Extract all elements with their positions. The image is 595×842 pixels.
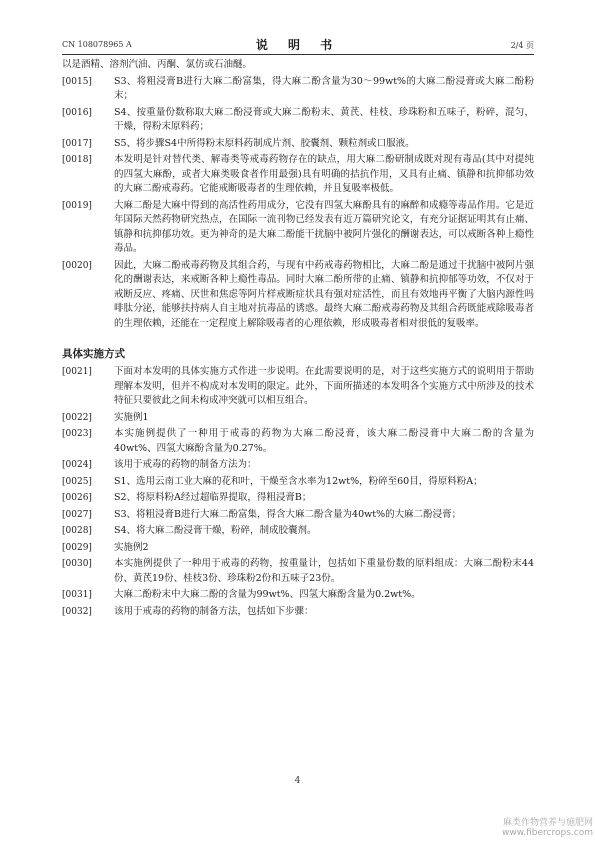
paragraph-number: [0031] (62, 590, 92, 600)
paragraph (62, 541, 534, 556)
paragraph-text: 该用于戒毒的药物的制备方法，包括如下步骤： (114, 605, 314, 617)
paragraph-text: S2、将原料粉A经过超临界提取，得粗浸膏B； (114, 492, 312, 503)
site-watermark (468, 818, 593, 838)
paragraph-text: 本实施例提供了一种用于戒毒的药物，按重量计，包括如下重量份数的原料组成：大麻二酚粉末44份、黄芪19份、桂枝3份、珍珠粉2份和五味子23份。 (114, 558, 534, 584)
paragraph (62, 491, 534, 506)
paragraph-number: [0015] (62, 76, 92, 87)
paragraph (62, 524, 534, 539)
paragraph-text: 实施例1 (114, 411, 149, 423)
paragraph-number: [0029] (62, 542, 92, 553)
paragraph-number: [0023] (62, 429, 92, 439)
paragraph-text: 本发明是针对替代类、解毒类等戒毒药物存在的缺点，用大麻二酚研制成既对现有毒品(其中对提纯的四氢大麻酚，或者大麻类吸食者作用最强)具有明确的拮抗作用，又具有止痛、镇静和抗抑郁功效的大麻二酚戒毒药。它能戒断吸毒者的生理依赖，并且复吸率极低。 (114, 154, 534, 194)
paragraph-number: [0020] (62, 260, 92, 271)
paragraph-number: [0016] (62, 107, 92, 118)
paragraph (62, 458, 534, 473)
paragraph (62, 411, 534, 426)
document-body (62, 58, 534, 621)
watermark-url: www.fibercrops.com (502, 828, 593, 838)
paragraph (62, 199, 534, 257)
bottom-paragraphs (62, 365, 534, 619)
section-heading: 具体实施方式 (62, 348, 125, 360)
paragraph (62, 605, 534, 620)
paragraph-number: [0021] (62, 367, 92, 377)
paragraph-number: [0022] (62, 412, 92, 423)
paragraph-number: [0027] (62, 509, 92, 520)
paragraph-number: [0019] (62, 200, 92, 211)
paragraph (62, 259, 534, 332)
paragraph-text: S5、将步骤S4中所得粉末原料药制成片剂、胶囊剂、颗粒剂或口服液。 (114, 137, 415, 149)
paragraph (62, 75, 534, 104)
page-title: 说 明 书 (255, 38, 341, 52)
paragraph-text: S3、将粗浸膏B进行大麻二酚富集，得大麻二酚含量为30～99wt%的大麻二酚浸膏或大麻二酚粉末； (114, 75, 534, 101)
paragraph-number: [0028] (62, 526, 92, 536)
page-header (62, 36, 534, 55)
paragraph-text: 大麻二酚是大麻中得到的高活性药用成分，它没有四氢大麻酚具有的麻醉和成瘾等毒品作用。它是近年国际天然药物研究热点，在国际一流刊物已经发表有近万篇研究论文，有充分证据证明其有止痛、镇静和抗抑郁功效。更为神奇的是大麻二酚能干扰脑中被阿片强化的酬谢表达，可以戒断各种上瘾性毒品。 (114, 199, 534, 254)
paragraph (62, 557, 534, 586)
paragraph (62, 427, 534, 456)
page-indicator: 2/4 页 (510, 41, 534, 50)
document-number: CN 108078965 A (62, 40, 132, 49)
paragraph-text: 因此，大麻二酚戒毒药物及其组合药，与现有中药戒毒药物相比，大麻二酚是通过干扰脑中被阿片强化的酬谢表达，来戒断各种上瘾性毒品。同时大麻二酚所带的止痛、镇静和抗抑郁等功效，不仅对于戒断反应、疼痛、厌世和焦虑等阿片样戒断症状具有强对症活性，而且有效地再平衡了大脑内源性吗啡肽分泌，能够扶持病人自主地对抗毒品的诱惑。最终大麻二酚戒毒药物及其组合药既能戒除吸毒者的生理依赖，还能在一定程度上解除吸毒者的心理依赖，形成吸毒者相对很低的复吸率。 (114, 259, 534, 329)
paragraph-text: S1、选用云南工业大麻的花和叶，干燥至含水率为12wt%，粉碎至60目，得原料粉A； (114, 475, 483, 487)
paragraph-text: 下面对本发明的具体实施方式作进一步说明。在此需要说明的是，对于这些实施方式的说明用于帮助理解本发明，但并不构成对本发明的限定。此外，下面所描述的本发明各个实施方式中所涉及的技术特征只要彼此之间未构成冲突就可以相互组合。 (114, 366, 534, 406)
paragraph (62, 137, 534, 152)
paragraph-number: [0024] (62, 460, 92, 470)
paragraph (62, 588, 534, 603)
paragraph-text: 本实施例提供了一种用于戒毒的药物为大麻二酚浸膏，该大麻二酚浸膏中大麻二酚的含量为40wt%、四氢大麻酚含量为0.27%。 (114, 428, 534, 454)
paragraph (62, 153, 534, 197)
paragraph (62, 58, 534, 73)
paragraph-number: [0032] (62, 606, 92, 617)
paragraph-text: 大麻二酚粉末中大麻二酚的含量为99wt%、四氢大麻酚含量为0.2wt%。 (114, 589, 421, 600)
paragraph (62, 106, 534, 135)
top-paragraphs (62, 58, 534, 331)
page-number: 4 (294, 776, 301, 786)
paragraph-text: 该用于戒毒的药物的制备方法为： (114, 459, 257, 470)
paragraph-text: 以是酒精、溶剂汽油、丙酮、氯仿或石油醚。 (62, 59, 253, 70)
paragraph-text: S4、将大麻二酚浸膏干燥，粉碎，制成胶囊剂。 (114, 525, 317, 536)
paragraph-number: [0018] (62, 155, 92, 165)
paragraph-text: S4、按重量份数称取大麻二酚浸膏或大麻二酚粉末、黄芪、桂枝、珍珠粉和五味子，粉碎，混匀，干燥，得粉末原料药； (114, 106, 534, 132)
paragraph (62, 475, 534, 490)
watermark-title: 麻类作物营养与施肥网 (502, 818, 593, 828)
paragraph (62, 365, 534, 409)
paragraph (62, 508, 534, 523)
paragraph-number: [0030] (62, 559, 92, 569)
paragraph-number: [0026] (62, 493, 92, 503)
paragraph-number: [0017] (62, 138, 92, 149)
paragraph-text: 实施例2 (114, 541, 149, 553)
paragraph-number: [0025] (62, 476, 92, 487)
paragraph-text: S3、将粗浸膏B进行大麻二酚富集，得含大麻二酚含量为40wt%的大麻二酚浸膏； (114, 508, 462, 520)
